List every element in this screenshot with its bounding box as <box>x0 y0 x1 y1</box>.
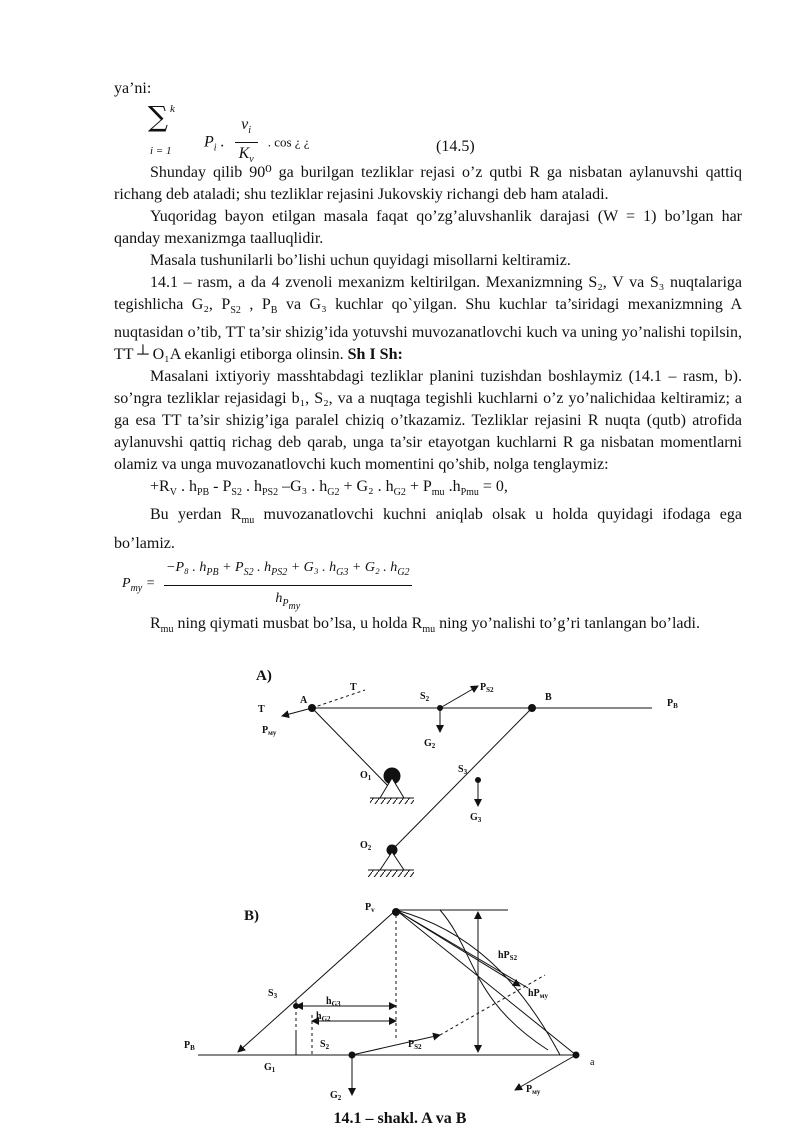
line-tt <box>312 690 365 708</box>
vec-pv-hpmu <box>396 910 528 988</box>
svg-text:B: B <box>545 692 552 703</box>
joint-s3 <box>476 778 481 783</box>
support-o1 <box>380 778 404 798</box>
figure-a-labels <box>256 668 678 852</box>
vec-pv-s2 <box>396 910 520 986</box>
svg-text:S2: $S_2$ <box>320 1039 330 1051</box>
link-o2b <box>392 708 532 850</box>
curve-1 <box>396 910 560 1055</box>
formula-number: (14.5) <box>436 138 475 155</box>
svg-text:Pv: $P_v$ <box>365 902 375 914</box>
joint-b <box>529 705 536 712</box>
svg-text:G3: $G_3$ <box>470 812 482 824</box>
svg-text:B): B) <box>244 908 259 924</box>
figure-caption: 14.1 – shakl. A va B <box>333 1110 467 1127</box>
svg-text:PB: $P_B$ <box>184 1040 195 1052</box>
svg-text:A: A <box>300 695 308 706</box>
point-a <box>573 1052 579 1058</box>
sum-lower: i = 1 <box>150 145 172 157</box>
figure-b-labels <box>184 902 595 1102</box>
arrow-ps2 <box>440 686 478 708</box>
figure-a <box>282 686 652 877</box>
joint-a <box>309 705 316 712</box>
svg-text:G2: $G_2$ <box>330 1090 342 1102</box>
paragraph-1: Shunday qilib 90⁰ ga burilgan tezliklar rejasi o’z qutbi R ga nisbatan aylanuvshi qattiq richang deb ataladi; shu tezliklar rejasini Jukovskiy richangi deb ham ataladi. <box>114 164 742 203</box>
svg-text:T: T <box>258 704 265 715</box>
svg-text:S3: $S_3$ <box>458 764 468 776</box>
curve-2 <box>440 910 548 1050</box>
line-parallel-tt <box>440 975 545 1035</box>
svg-text:Pму: $P_{му}$ <box>262 725 277 737</box>
svg-text:hG2: $h_{G2}$ <box>316 1011 331 1023</box>
svg-text:PS2: $P_{S2}$ <box>480 682 494 694</box>
sum-upper: k <box>170 103 175 115</box>
svg-text:G2: $G_2$ <box>424 738 436 750</box>
svg-text:hPму: $hP_{му}$ <box>528 988 548 1000</box>
point-b1 <box>294 1004 299 1009</box>
vec-pv-a <box>396 910 576 1055</box>
paragraph-7: $R_{mu}$ ning qiymati musbat bo’lsa, u holda $R_{mu}$ ning yo’nalishi to’g’ri tanlangan bo’ladi. <box>150 614 700 635</box>
formula-body: $P_i$ . $\frac{v_i}{K_v}$ . cos ¿ ¿ <box>204 114 310 171</box>
paragraph-3: Masala tushunilarli bo’lishi uchun quyidagi misollarni keltiramiz. <box>150 252 571 269</box>
solution-label: Sh I Sh: <box>347 346 403 364</box>
svg-text:S3: $S_3$ <box>268 988 278 1000</box>
vec-pv-pb <box>238 910 396 1052</box>
paragraph-6: Bu yerdan $R_{mu}$ muvozanatlovchi kuchni aniqlab olsak u holda quyidagi ifodaga ega bo’lamiz. <box>114 506 743 552</box>
formula-14-5 <box>114 100 742 166</box>
vec-pmu <box>515 1055 576 1090</box>
svg-text:Pму: $P_{му}$ <box>526 1084 541 1096</box>
paragraph-5: Masalani ixtiyoriy masshtabdagi tezliklar planini tuzishdan boshlaymiz (14.1 – rasm, b). so’ngra tezliklar rejasidagi b₁, S₂, va a nuqtaga tegishli kuchlarni o’z yo’nalichidaa keltiramiz; a ga esa TT ta’sir shizig’iga paralel chiziq o’tkazamiz. Tezliklar rejasini R nuqta (qutb) atrofida aylanuvshi qattiq richag deb qarab, unga ta’sir etayotgan kuchlarni R ga nisbatan momentlarni olamiz va unga muvozanatlovchi kuch momentini qo’shib, nolga tenglaymiz: <box>114 368 742 474</box>
support-o2 <box>380 852 404 870</box>
paragraph-2: Yuqoridag bayon etilgan masala faqat qo’zg’aluvshanlik darajasi (W = 1) bo’lgan har qanday mexanizmga taalluqlidir. <box>114 208 742 247</box>
paragraph-4: 14.1 – rasm, a da 4 zvenoli mexanizm keltirilgan. Mexanizmning S₂, V va S₃ nuqtalariga tegishlicha G₂, $P_{S2}$ , $P_B$ va G₃ kuchlar qo`yilgan. Shu kuchlar ta’siridagi mexanizmning A nuqtasidan o’tib, TT ta’sir shizig’ida yotuvshi muvozanatlovchi kuch va uning yo’nalishi topilsin, TT ┴ O₁A ekanligi etiborga olinsin. Sh I Sh: <box>114 274 743 364</box>
svg-text:hPS2: $hP_{S2}$ <box>498 950 518 962</box>
formula-pmu: $P_{my}$ = −P₈ . $h_{PB} + P_{S2}$ . $h_{PS2} + G_3$ . $h_{G3} + G_2$ . $h_{G2}$ $h_{P_{my}}$ <box>114 557 742 607</box>
svg-text:G1: $G_1$ <box>264 1062 276 1074</box>
moment-equation: $+R_V$ . $h_{PB} - P_{S2}$ . $h_{PS2}$ –G₃ . $h_{G2} + G_2$ . $h_{G2} + P_{mu}$ $.h_{Pmu} = 0$, <box>150 478 508 499</box>
figure-b <box>198 909 579 1096</box>
svg-text:a: a <box>590 1057 595 1068</box>
velocity-fraction: $\frac{v_i}{K_v}$ <box>235 114 258 171</box>
svg-text:hG3: $h_{G3}$ <box>326 996 341 1008</box>
svg-text:A): A) <box>256 668 272 684</box>
joint-s2 <box>438 706 443 711</box>
vec-s2-ps2 <box>352 1035 440 1055</box>
svg-text:O2: $O_2$ <box>360 840 372 852</box>
link-o1a <box>312 708 392 790</box>
document-body <box>114 78 742 641</box>
joint-o1 <box>384 768 400 784</box>
svg-text:S2: $S_2$ <box>420 691 430 703</box>
joint-o2 <box>387 845 397 855</box>
sum-symbol: ∑ <box>148 100 168 133</box>
svg-text:PS2: $P_{S2}$ <box>408 1039 422 1051</box>
svg-text:PB: $P_B$ <box>667 698 678 710</box>
svg-text:O1: $O_1$ <box>360 770 372 782</box>
arrow-t <box>282 708 312 716</box>
pole-pv <box>393 909 400 916</box>
point-s2 <box>349 1052 355 1058</box>
svg-text:T: T <box>350 682 357 693</box>
yani-text: ya’ni: <box>114 80 152 97</box>
